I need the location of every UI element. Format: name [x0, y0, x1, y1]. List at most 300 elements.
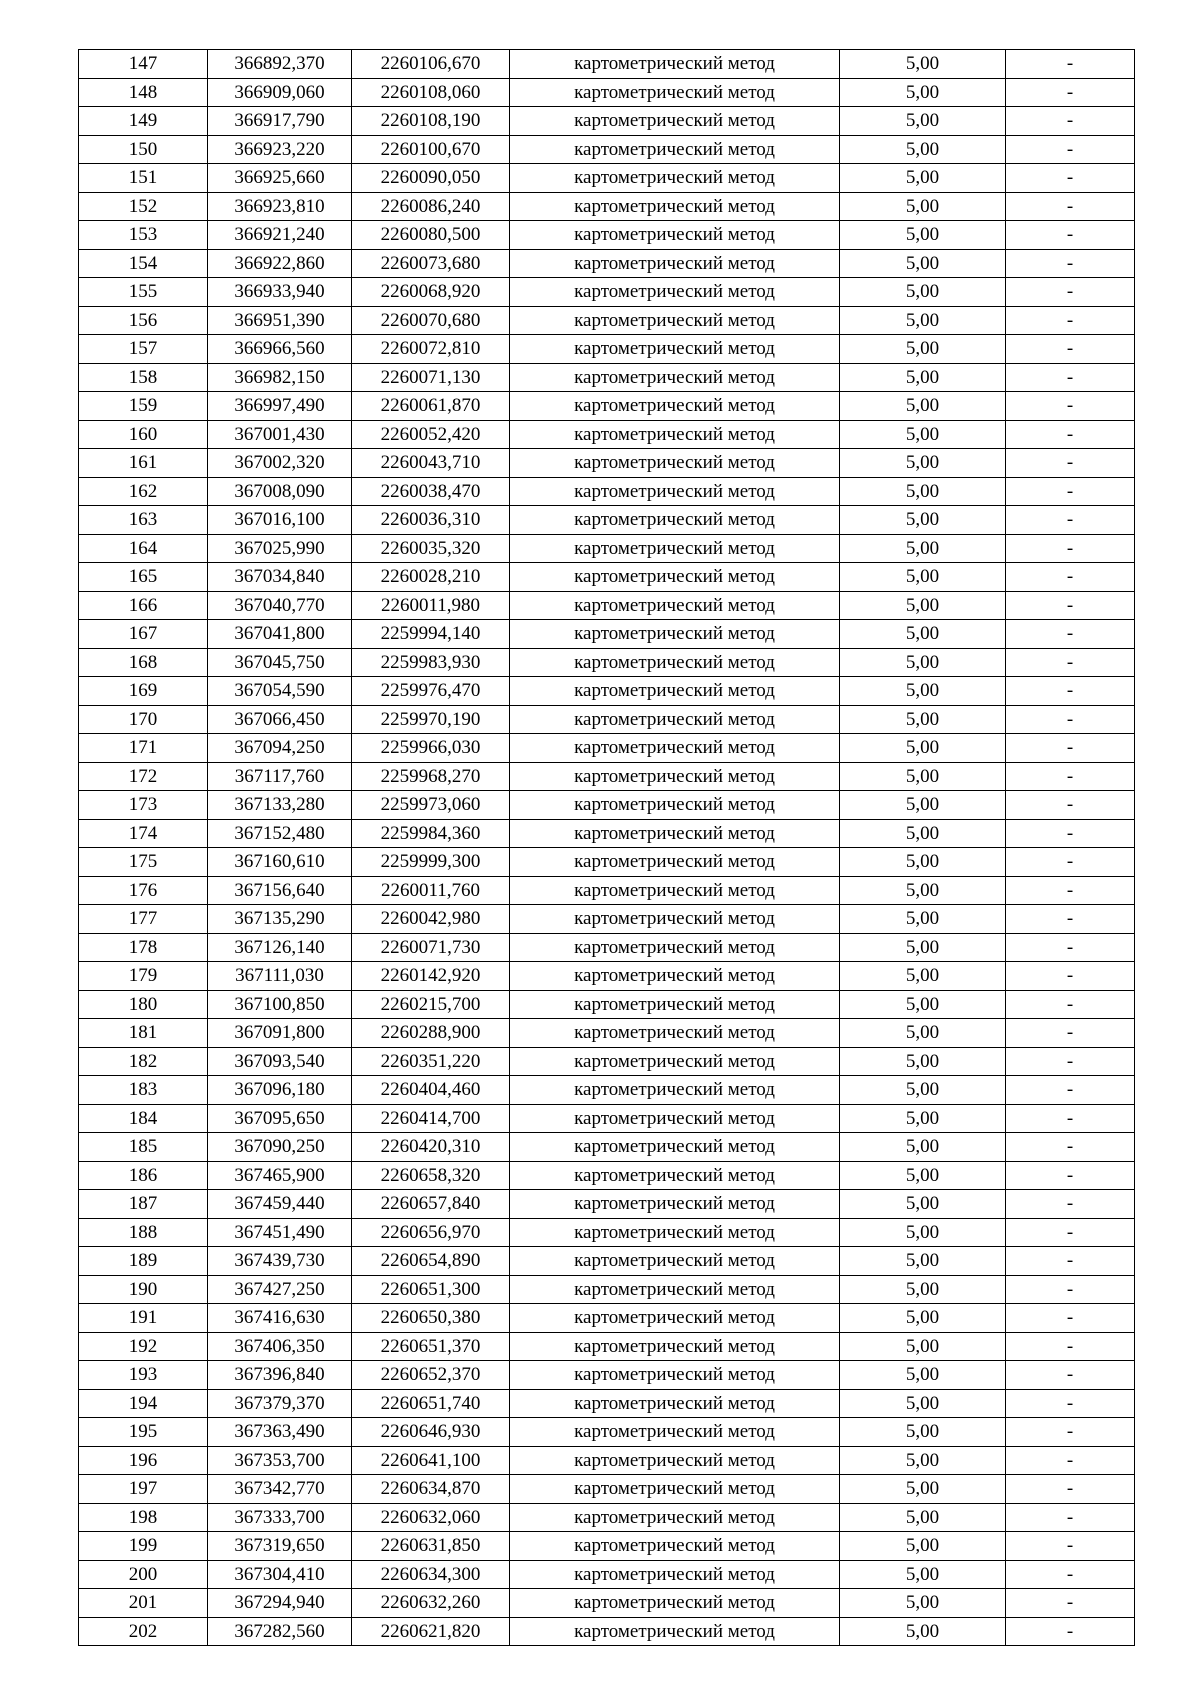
method-cell: картометрический метод — [510, 78, 840, 107]
point-number-cell: 172 — [79, 762, 208, 791]
method-cell: картометрический метод — [510, 534, 840, 563]
method-cell: картометрический метод — [510, 791, 840, 820]
y-coordinate-cell: 2260634,870 — [352, 1475, 510, 1504]
point-number-cell: 185 — [79, 1133, 208, 1162]
accuracy-cell: 5,00 — [840, 1475, 1006, 1504]
y-coordinate-cell: 2259968,270 — [352, 762, 510, 791]
y-coordinate-cell: 2260651,370 — [352, 1332, 510, 1361]
point-number-cell: 197 — [79, 1475, 208, 1504]
method-cell: картометрический метод — [510, 1047, 840, 1076]
y-coordinate-cell: 2260106,670 — [352, 50, 510, 79]
method-cell: картометрический метод — [510, 135, 840, 164]
table-row — [79, 648, 1135, 677]
y-coordinate-cell: 2259984,360 — [352, 819, 510, 848]
y-coordinate-cell: 2260215,700 — [352, 990, 510, 1019]
note-cell: - — [1006, 78, 1135, 107]
y-coordinate-cell: 2260090,050 — [352, 164, 510, 193]
table-row — [79, 677, 1135, 706]
method-cell: картометрический метод — [510, 591, 840, 620]
x-coordinate-cell: 367040,770 — [208, 591, 352, 620]
method-cell: картометрический метод — [510, 762, 840, 791]
y-coordinate-cell: 2260071,130 — [352, 363, 510, 392]
x-coordinate-cell: 367363,490 — [208, 1418, 352, 1447]
note-cell: - — [1006, 791, 1135, 820]
method-cell: картометрический метод — [510, 990, 840, 1019]
accuracy-cell: 5,00 — [840, 1503, 1006, 1532]
method-cell: картометрический метод — [510, 1389, 840, 1418]
y-coordinate-cell: 2260646,930 — [352, 1418, 510, 1447]
note-cell: - — [1006, 876, 1135, 905]
note-cell: - — [1006, 1019, 1135, 1048]
method-cell: картометрический метод — [510, 1617, 840, 1646]
y-coordinate-cell: 2260011,980 — [352, 591, 510, 620]
point-number-cell: 192 — [79, 1332, 208, 1361]
x-coordinate-cell: 367025,990 — [208, 534, 352, 563]
x-coordinate-cell: 367353,700 — [208, 1446, 352, 1475]
note-cell: - — [1006, 1190, 1135, 1219]
note-cell: - — [1006, 420, 1135, 449]
y-coordinate-cell: 2260651,740 — [352, 1389, 510, 1418]
method-cell: картометрический метод — [510, 1247, 840, 1276]
x-coordinate-cell: 367133,280 — [208, 791, 352, 820]
accuracy-cell: 5,00 — [840, 962, 1006, 991]
method-cell: картометрический метод — [510, 1446, 840, 1475]
y-coordinate-cell: 2260108,060 — [352, 78, 510, 107]
y-coordinate-cell: 2260028,210 — [352, 563, 510, 592]
point-number-cell: 182 — [79, 1047, 208, 1076]
x-coordinate-cell: 366921,240 — [208, 221, 352, 250]
table-row — [79, 534, 1135, 563]
method-cell: картометрический метод — [510, 734, 840, 763]
point-number-cell: 188 — [79, 1218, 208, 1247]
x-coordinate-cell: 367379,370 — [208, 1389, 352, 1418]
x-coordinate-cell: 367001,430 — [208, 420, 352, 449]
y-coordinate-cell: 2259973,060 — [352, 791, 510, 820]
table-body — [79, 50, 1135, 1646]
y-coordinate-cell: 2260632,060 — [352, 1503, 510, 1532]
point-number-cell: 175 — [79, 848, 208, 877]
method-cell: картометрический метод — [510, 1503, 840, 1532]
point-number-cell: 193 — [79, 1361, 208, 1390]
y-coordinate-cell: 2260011,760 — [352, 876, 510, 905]
x-coordinate-cell: 367008,090 — [208, 477, 352, 506]
table-row — [79, 1190, 1135, 1219]
note-cell: - — [1006, 620, 1135, 649]
accuracy-cell: 5,00 — [840, 1161, 1006, 1190]
x-coordinate-cell: 367094,250 — [208, 734, 352, 763]
table-row — [79, 449, 1135, 478]
point-number-cell: 158 — [79, 363, 208, 392]
table-row — [79, 990, 1135, 1019]
point-number-cell: 180 — [79, 990, 208, 1019]
accuracy-cell: 5,00 — [840, 819, 1006, 848]
method-cell: картометрический метод — [510, 1589, 840, 1618]
note-cell: - — [1006, 1304, 1135, 1333]
y-coordinate-cell: 2259976,470 — [352, 677, 510, 706]
table-row — [79, 962, 1135, 991]
y-coordinate-cell: 2260621,820 — [352, 1617, 510, 1646]
point-number-cell: 171 — [79, 734, 208, 763]
method-cell: картометрический метод — [510, 848, 840, 877]
x-coordinate-cell: 367406,350 — [208, 1332, 352, 1361]
accuracy-cell: 5,00 — [840, 705, 1006, 734]
method-cell: картометрический метод — [510, 962, 840, 991]
note-cell: - — [1006, 1104, 1135, 1133]
accuracy-cell: 5,00 — [840, 1617, 1006, 1646]
method-cell: картометрический метод — [510, 477, 840, 506]
point-number-cell: 200 — [79, 1560, 208, 1589]
y-coordinate-cell: 2260068,920 — [352, 278, 510, 307]
table-row — [79, 1332, 1135, 1361]
accuracy-cell: 5,00 — [840, 1361, 1006, 1390]
point-number-cell: 189 — [79, 1247, 208, 1276]
point-number-cell: 147 — [79, 50, 208, 79]
accuracy-cell: 5,00 — [840, 221, 1006, 250]
x-coordinate-cell: 367066,450 — [208, 705, 352, 734]
note-cell: - — [1006, 905, 1135, 934]
accuracy-cell: 5,00 — [840, 1275, 1006, 1304]
table-row — [79, 1503, 1135, 1532]
table-row — [79, 335, 1135, 364]
y-coordinate-cell: 2260656,970 — [352, 1218, 510, 1247]
x-coordinate-cell: 367439,730 — [208, 1247, 352, 1276]
accuracy-cell: 5,00 — [840, 1133, 1006, 1162]
note-cell: - — [1006, 734, 1135, 763]
accuracy-cell: 5,00 — [840, 363, 1006, 392]
y-coordinate-cell: 2260654,890 — [352, 1247, 510, 1276]
point-number-cell: 183 — [79, 1076, 208, 1105]
method-cell: картометрический метод — [510, 1133, 840, 1162]
coordinates-table — [78, 49, 1135, 1646]
accuracy-cell: 5,00 — [840, 164, 1006, 193]
note-cell: - — [1006, 848, 1135, 877]
note-cell: - — [1006, 1617, 1135, 1646]
x-coordinate-cell: 367459,440 — [208, 1190, 352, 1219]
note-cell: - — [1006, 762, 1135, 791]
method-cell: картометрический метод — [510, 648, 840, 677]
table-row — [79, 135, 1135, 164]
note-cell: - — [1006, 677, 1135, 706]
point-number-cell: 151 — [79, 164, 208, 193]
note-cell: - — [1006, 591, 1135, 620]
x-coordinate-cell: 366917,790 — [208, 107, 352, 136]
point-number-cell: 154 — [79, 249, 208, 278]
note-cell: - — [1006, 1133, 1135, 1162]
point-number-cell: 160 — [79, 420, 208, 449]
accuracy-cell: 5,00 — [840, 249, 1006, 278]
note-cell: - — [1006, 135, 1135, 164]
table-row — [79, 477, 1135, 506]
table-row — [79, 1418, 1135, 1447]
point-number-cell: 168 — [79, 648, 208, 677]
y-coordinate-cell: 2260288,900 — [352, 1019, 510, 1048]
point-number-cell: 166 — [79, 591, 208, 620]
accuracy-cell: 5,00 — [840, 848, 1006, 877]
table-row — [79, 506, 1135, 535]
point-number-cell: 191 — [79, 1304, 208, 1333]
table-row — [79, 1446, 1135, 1475]
table-row — [79, 905, 1135, 934]
x-coordinate-cell: 367304,410 — [208, 1560, 352, 1589]
method-cell: картометрический метод — [510, 1361, 840, 1390]
point-number-cell: 153 — [79, 221, 208, 250]
note-cell: - — [1006, 705, 1135, 734]
point-number-cell: 157 — [79, 335, 208, 364]
method-cell: картометрический метод — [510, 449, 840, 478]
y-coordinate-cell: 2260404,460 — [352, 1076, 510, 1105]
y-coordinate-cell: 2260070,680 — [352, 306, 510, 335]
accuracy-cell: 5,00 — [840, 1389, 1006, 1418]
note-cell: - — [1006, 306, 1135, 335]
table-row — [79, 306, 1135, 335]
y-coordinate-cell: 2260036,310 — [352, 506, 510, 535]
point-number-cell: 198 — [79, 1503, 208, 1532]
method-cell: картометрический метод — [510, 1275, 840, 1304]
table-row — [79, 1247, 1135, 1276]
accuracy-cell: 5,00 — [840, 278, 1006, 307]
point-number-cell: 187 — [79, 1190, 208, 1219]
accuracy-cell: 5,00 — [840, 933, 1006, 962]
y-coordinate-cell: 2260641,100 — [352, 1446, 510, 1475]
x-coordinate-cell: 367427,250 — [208, 1275, 352, 1304]
note-cell: - — [1006, 50, 1135, 79]
method-cell: картометрический метод — [510, 1190, 840, 1219]
x-coordinate-cell: 367091,800 — [208, 1019, 352, 1048]
accuracy-cell: 5,00 — [840, 990, 1006, 1019]
method-cell: картометрический метод — [510, 335, 840, 364]
accuracy-cell: 5,00 — [840, 591, 1006, 620]
table-row — [79, 876, 1135, 905]
point-number-cell: 179 — [79, 962, 208, 991]
point-number-cell: 152 — [79, 192, 208, 221]
point-number-cell: 155 — [79, 278, 208, 307]
accuracy-cell: 5,00 — [840, 1532, 1006, 1561]
method-cell: картометрический метод — [510, 164, 840, 193]
accuracy-cell: 5,00 — [840, 335, 1006, 364]
y-coordinate-cell: 2260035,320 — [352, 534, 510, 563]
accuracy-cell: 5,00 — [840, 677, 1006, 706]
accuracy-cell: 5,00 — [840, 420, 1006, 449]
x-coordinate-cell: 367111,030 — [208, 962, 352, 991]
y-coordinate-cell: 2260634,300 — [352, 1560, 510, 1589]
note-cell: - — [1006, 1446, 1135, 1475]
x-coordinate-cell: 367282,560 — [208, 1617, 352, 1646]
accuracy-cell: 5,00 — [840, 1190, 1006, 1219]
point-number-cell: 176 — [79, 876, 208, 905]
point-number-cell: 150 — [79, 135, 208, 164]
note-cell: - — [1006, 819, 1135, 848]
table-row — [79, 1589, 1135, 1618]
table-row — [79, 192, 1135, 221]
y-coordinate-cell: 2260086,240 — [352, 192, 510, 221]
x-coordinate-cell: 367333,700 — [208, 1503, 352, 1532]
x-coordinate-cell: 366966,560 — [208, 335, 352, 364]
accuracy-cell: 5,00 — [840, 876, 1006, 905]
method-cell: картометрический метод — [510, 1560, 840, 1589]
y-coordinate-cell: 2260650,380 — [352, 1304, 510, 1333]
table-row — [79, 392, 1135, 421]
x-coordinate-cell: 367451,490 — [208, 1218, 352, 1247]
table-row — [79, 1617, 1135, 1646]
method-cell: картометрический метод — [510, 506, 840, 535]
x-coordinate-cell: 367135,290 — [208, 905, 352, 934]
note-cell: - — [1006, 249, 1135, 278]
accuracy-cell: 5,00 — [840, 1218, 1006, 1247]
point-number-cell: 165 — [79, 563, 208, 592]
y-coordinate-cell: 2260038,470 — [352, 477, 510, 506]
point-number-cell: 184 — [79, 1104, 208, 1133]
x-coordinate-cell: 366909,060 — [208, 78, 352, 107]
note-cell: - — [1006, 563, 1135, 592]
method-cell: картометрический метод — [510, 876, 840, 905]
note-cell: - — [1006, 1418, 1135, 1447]
method-cell: картометрический метод — [510, 363, 840, 392]
y-coordinate-cell: 2260108,190 — [352, 107, 510, 136]
y-coordinate-cell: 2259966,030 — [352, 734, 510, 763]
x-coordinate-cell: 366982,150 — [208, 363, 352, 392]
point-number-cell: 195 — [79, 1418, 208, 1447]
note-cell: - — [1006, 107, 1135, 136]
table-row — [79, 620, 1135, 649]
point-number-cell: 148 — [79, 78, 208, 107]
note-cell: - — [1006, 1247, 1135, 1276]
x-coordinate-cell: 367093,540 — [208, 1047, 352, 1076]
note-cell: - — [1006, 933, 1135, 962]
y-coordinate-cell: 2260631,850 — [352, 1532, 510, 1561]
table-row — [79, 1275, 1135, 1304]
x-coordinate-cell: 367156,640 — [208, 876, 352, 905]
y-coordinate-cell: 2260414,700 — [352, 1104, 510, 1133]
note-cell: - — [1006, 449, 1135, 478]
table-row — [79, 1076, 1135, 1105]
x-coordinate-cell: 367160,610 — [208, 848, 352, 877]
table-row — [79, 78, 1135, 107]
method-cell: картометрический метод — [510, 50, 840, 79]
point-number-cell: 164 — [79, 534, 208, 563]
table-row — [79, 1389, 1135, 1418]
table-row — [79, 705, 1135, 734]
table-row — [79, 848, 1135, 877]
method-cell: картометрический метод — [510, 933, 840, 962]
accuracy-cell: 5,00 — [840, 1019, 1006, 1048]
y-coordinate-cell: 2260651,300 — [352, 1275, 510, 1304]
accuracy-cell: 5,00 — [840, 1560, 1006, 1589]
point-number-cell: 178 — [79, 933, 208, 962]
x-coordinate-cell: 367152,480 — [208, 819, 352, 848]
method-cell: картометрический метод — [510, 192, 840, 221]
method-cell: картометрический метод — [510, 1418, 840, 1447]
table-row — [79, 1560, 1135, 1589]
x-coordinate-cell: 366922,860 — [208, 249, 352, 278]
table-row — [79, 1133, 1135, 1162]
note-cell: - — [1006, 1361, 1135, 1390]
y-coordinate-cell: 2260420,310 — [352, 1133, 510, 1162]
table-row — [79, 363, 1135, 392]
x-coordinate-cell: 366925,660 — [208, 164, 352, 193]
table-row — [79, 819, 1135, 848]
accuracy-cell: 5,00 — [840, 1418, 1006, 1447]
method-cell: картометрический метод — [510, 392, 840, 421]
accuracy-cell: 5,00 — [840, 1076, 1006, 1105]
method-cell: картометрический метод — [510, 420, 840, 449]
method-cell: картометрический метод — [510, 249, 840, 278]
note-cell: - — [1006, 1560, 1135, 1589]
note-cell: - — [1006, 1275, 1135, 1304]
table-row — [79, 1218, 1135, 1247]
note-cell: - — [1006, 363, 1135, 392]
table-row — [79, 164, 1135, 193]
point-number-cell: 199 — [79, 1532, 208, 1561]
x-coordinate-cell: 367319,650 — [208, 1532, 352, 1561]
y-coordinate-cell: 2260061,870 — [352, 392, 510, 421]
table-row — [79, 420, 1135, 449]
table-row — [79, 791, 1135, 820]
point-number-cell: 186 — [79, 1161, 208, 1190]
point-number-cell: 202 — [79, 1617, 208, 1646]
accuracy-cell: 5,00 — [840, 1047, 1006, 1076]
method-cell: картометрический метод — [510, 1019, 840, 1048]
note-cell: - — [1006, 1161, 1135, 1190]
accuracy-cell: 5,00 — [840, 1104, 1006, 1133]
table-row — [79, 50, 1135, 79]
method-cell: картометрический метод — [510, 1475, 840, 1504]
accuracy-cell: 5,00 — [840, 449, 1006, 478]
y-coordinate-cell: 2259970,190 — [352, 705, 510, 734]
note-cell: - — [1006, 1503, 1135, 1532]
accuracy-cell: 5,00 — [840, 734, 1006, 763]
accuracy-cell: 5,00 — [840, 306, 1006, 335]
accuracy-cell: 5,00 — [840, 107, 1006, 136]
accuracy-cell: 5,00 — [840, 762, 1006, 791]
method-cell: картометрический метод — [510, 1161, 840, 1190]
point-number-cell: 170 — [79, 705, 208, 734]
note-cell: - — [1006, 164, 1135, 193]
note-cell: - — [1006, 1047, 1135, 1076]
method-cell: картометрический метод — [510, 1076, 840, 1105]
table-row — [79, 278, 1135, 307]
point-number-cell: 173 — [79, 791, 208, 820]
y-coordinate-cell: 2260100,670 — [352, 135, 510, 164]
note-cell: - — [1006, 506, 1135, 535]
method-cell: картометрический метод — [510, 677, 840, 706]
y-coordinate-cell: 2260042,980 — [352, 905, 510, 934]
point-number-cell: 149 — [79, 107, 208, 136]
note-cell: - — [1006, 1475, 1135, 1504]
method-cell: картометрический метод — [510, 1332, 840, 1361]
accuracy-cell: 5,00 — [840, 506, 1006, 535]
accuracy-cell: 5,00 — [840, 78, 1006, 107]
y-coordinate-cell: 2260052,420 — [352, 420, 510, 449]
x-coordinate-cell: 366951,390 — [208, 306, 352, 335]
y-coordinate-cell: 2260072,810 — [352, 335, 510, 364]
accuracy-cell: 5,00 — [840, 192, 1006, 221]
method-cell: картометрический метод — [510, 905, 840, 934]
note-cell: - — [1006, 192, 1135, 221]
point-number-cell: 181 — [79, 1019, 208, 1048]
point-number-cell: 177 — [79, 905, 208, 934]
note-cell: - — [1006, 1218, 1135, 1247]
x-coordinate-cell: 367396,840 — [208, 1361, 352, 1390]
table-row — [79, 933, 1135, 962]
accuracy-cell: 5,00 — [840, 1589, 1006, 1618]
table-row — [79, 734, 1135, 763]
x-coordinate-cell: 367465,900 — [208, 1161, 352, 1190]
y-coordinate-cell: 2259999,300 — [352, 848, 510, 877]
note-cell: - — [1006, 278, 1135, 307]
table-row — [79, 591, 1135, 620]
x-coordinate-cell: 367096,180 — [208, 1076, 352, 1105]
method-cell: картометрический метод — [510, 1304, 840, 1333]
